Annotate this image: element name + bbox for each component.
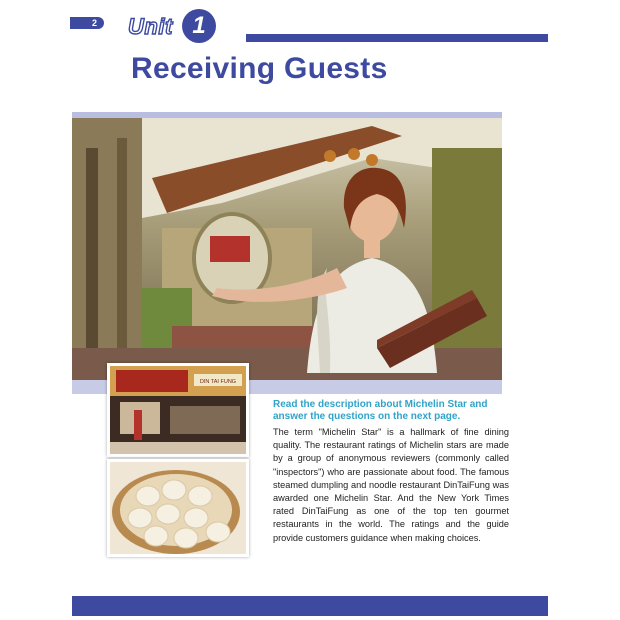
steamed-dumplings-photo xyxy=(107,459,249,557)
reading-passage: The term "Michelin Star" is a hallmark of fine dining quality. The restaurant ratings of Michelin stars are made by a group of anonymous reviewers (commonly called "inspectors") who are passionate about food. The famous steamed dumpling and noodle restaurant DinTaiFung was awarded one Michelin Star. And the New York Times rated DinTaiFung as one of the top ten gourmet restaurants in the world. The ratings and the guide provide customers guidance when making choices. xyxy=(273,427,509,543)
hero-illustration xyxy=(72,118,502,380)
restaurant-host-photo xyxy=(72,118,502,380)
storefront-illustration xyxy=(110,366,246,454)
dumplings-illustration xyxy=(110,462,246,554)
header-rule xyxy=(246,34,548,42)
footer-bar xyxy=(72,596,548,616)
page-number: 2 xyxy=(92,18,98,28)
dintaifung-storefront-photo xyxy=(107,363,249,457)
storefront-sign-text: DIN TAI FUNG xyxy=(199,379,237,385)
unit-number: 1 xyxy=(192,12,206,39)
unit-label: Unit xyxy=(128,14,173,39)
page-title: Receiving Guests xyxy=(131,52,388,85)
reading-instruction: Read the description about Michelin Star and answer the questions on the next page. xyxy=(273,399,488,422)
